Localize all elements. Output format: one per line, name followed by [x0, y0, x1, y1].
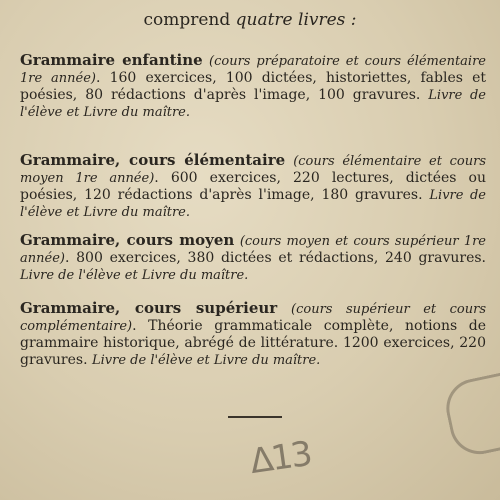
- entry-text: . 800 exercices, 380 dictées et rédactions, 240 gravures.: [64, 250, 486, 266]
- entry-grammaire-enfantine: [20, 52, 486, 121]
- intro-italic: quatre livres :: [235, 10, 357, 30]
- entry-cours-elementaire: [20, 152, 486, 221]
- entry-books: Livre de l'élève et Livre du maître.: [20, 188, 486, 220]
- intro-prefix: comprend: [143, 10, 236, 30]
- entry-text: . 160 exercices, 100 dictées, historiettes, fables et poésies, 80 rédactions d'après l'image, 100 gravures.: [20, 70, 486, 103]
- handwritten-stamp: Δ13: [247, 433, 314, 483]
- entry-note: (cours élémentaire et cours moyen 1re année): [20, 154, 487, 186]
- entry-title: Grammaire, cours moyen: [20, 231, 235, 249]
- entry-cours-superieur: [20, 300, 486, 369]
- entry-note: (cours supérieur et cours complémentaire): [20, 302, 486, 334]
- entry-note: (cours moyen et cours supérieur 1re année): [20, 234, 487, 266]
- entry-title: Grammaire enfantine: [20, 51, 203, 69]
- entry-note: (cours préparatoire et cours élémentaire 1re année): [20, 54, 486, 86]
- entry-cours-moyen: [20, 232, 486, 284]
- entry-books: Livre de l'élève et Livre du maître.: [20, 268, 249, 283]
- entry-text: . 600 exercices, 220 lectures, dictées ou poésies, 120 rédactions d'après l'image, 180 gravures.: [20, 170, 487, 203]
- entry-text: . Théorie grammaticale complète, notions de grammaire historique, abrégé de littérature. 1200 exercices, 220 gravures.: [20, 318, 486, 368]
- intro-line: [0, 10, 500, 30]
- separator-rule: [228, 416, 282, 418]
- entry-title: Grammaire, cours supérieur: [20, 299, 278, 317]
- stamp-mark: [441, 372, 500, 459]
- entry-title: Grammaire, cours élémentaire: [20, 151, 286, 169]
- entry-books: Livre de l'élève et Livre du maître.: [92, 353, 321, 368]
- entry-books: Livre de l'élève et Livre du maître.: [20, 88, 486, 120]
